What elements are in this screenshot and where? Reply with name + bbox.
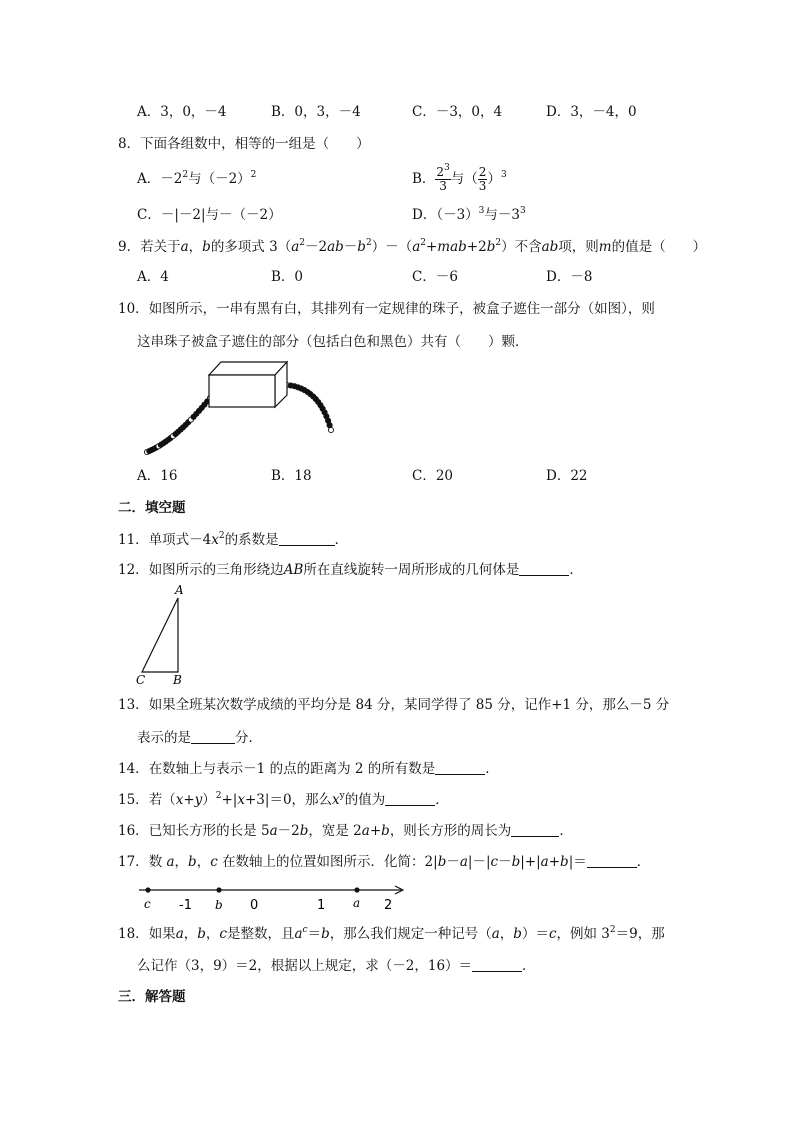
q9-option-c: C．－6 [412,269,458,285]
tick-label-0: 0 [250,898,259,912]
q7-option-a: A．3，0，－4 [137,104,227,120]
label-b: b [215,898,223,912]
q18-stem-line2: 么记作（3，9）＝2，根据以上规定，求（－2，16）＝ ． [137,958,536,974]
point-c [145,887,150,892]
q8-option-a: A．$-2^2$与$(-2)^2$ [137,170,257,187]
tick-label-2: 2 [384,898,393,912]
answer-blank[interactable] [385,792,435,806]
white-bead [328,427,333,432]
vertex-label-b: B [173,673,182,687]
answer-blank[interactable] [472,958,522,972]
q17-stem: 17．数 a，b，c 在数轴上的位置如图所示．化简：2|b－a|－|c－b|+|a+b|＝ ． [118,854,651,870]
number-line-figure [135,880,415,912]
q18-stem-line1: 18．如果a，b，c是整数，且$a^c=b$，那么我们规定一种记号（a，b）＝c，例如 $3^2=9$，那 [118,925,665,942]
label-a: a [353,896,361,910]
q10-option-a: A．16 [137,468,178,484]
label-c: c [144,897,151,911]
answer-blank[interactable] [511,823,559,837]
q8-stem: 8．下面各组数中，相等的一组是（ ） [118,136,370,152]
q10-stem-line1: 10．如图所示，一串有黑有白，其排列有一定规律的珠子，被盒子遮住一部分（如图），则 [118,301,655,317]
vertex-label-a: A [175,583,184,597]
q10-option-c: C．20 [412,468,454,484]
q15-stem: 15．若$(x+y)^2+|x+3|=0$，那么$x^y$的值为 ． [118,791,449,808]
tick-label-1: 1 [317,898,326,912]
answer-blank[interactable] [191,730,235,744]
q7-option-b: B．0，3，－4 [271,104,361,120]
tick-label-minus-1: -1 [179,898,192,912]
q11-stem: 11．单项式$-4x^2$的系数是 ． [118,531,349,548]
q7-option-c: C．－3，0，4 [412,104,503,120]
q9-stem: 9．若关于a，b的多项式 $3(a^2-2ab-b^2)-(a^2+mab+2b^2)$不含ab项，则m的值是（ ） [118,238,707,255]
q9-option-a: A．4 [137,269,169,285]
fraction-2cubed-over-3: $\frac{2^3}{3}$ [436,163,450,193]
q16-stem: 16．已知长方形的长是 5a－2b，宽是 2a+b，则长方形的周长为 ． [118,823,573,839]
q9-option-b: B．0 [271,269,304,285]
triangle-abc [142,598,178,672]
answer-blank[interactable] [435,761,485,775]
fraction-2-over-3: $\frac{2}{3}$ [478,165,487,193]
box-icon [209,362,287,407]
q10-option-b: B．18 [271,468,312,484]
q7-option-d: D．3，－4，0 [546,104,637,120]
q12-stem: 12．如图所示的三角形绕边AB所在直线旋转一周所形成的几何体是 ． [118,562,583,578]
answer-blank[interactable] [279,532,335,546]
section-heading-solve: 三．解答题 [118,989,186,1005]
q10-stem-line2: 这串珠子被盒子遮住的部分（包括白色和黑色）共有（ ）颗． [137,334,529,350]
q8-option-b: B． $\frac{2^3}{3}$ 与（ $\frac{2}{3}$ ）$^3$ [412,163,507,193]
q8-option-c: C．－|－2|与－（－2） [137,207,282,223]
q8-option-d: D．$(-3)^3$与$-3^3$ [412,206,526,223]
answer-blank[interactable] [519,562,569,576]
point-a [354,887,359,892]
q14-stem: 14．在数轴上与表示－1 的点的距离为 2 的所有数是 ． [118,761,499,777]
beads-left [144,395,212,454]
vertex-label-c: C [136,673,146,687]
q9-option-d: D．－8 [546,269,593,285]
bead-string-figure [135,355,350,465]
q13-stem-line1: 13．如果全班某次数学成绩的平均分是 84 分，某同学得了 85 分，记作+1 分，那么－5 分 [118,697,670,713]
q13-stem-line2: 表示的是 分． [137,730,262,746]
beads-right [284,382,333,432]
point-b [216,887,221,892]
q10-option-d: D．22 [546,468,588,484]
answer-blank[interactable] [587,854,637,868]
section-heading-fill-blank: 二．填空题 [118,500,186,516]
triangle-figure [132,582,192,688]
